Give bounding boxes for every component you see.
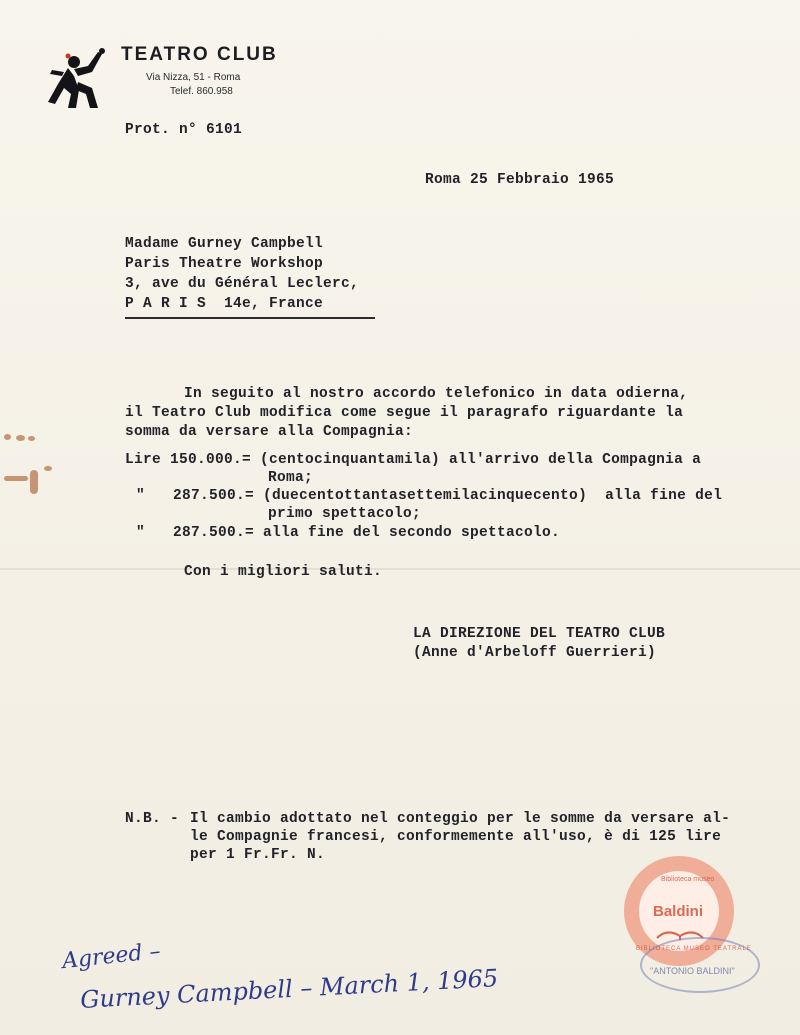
note-label: N.B. - [125,811,180,827]
paper-stain [30,470,38,494]
recipient-name: Madame Gurney Campbell [125,236,324,252]
payment-item-2: 287.500.= (duecentottantasettemilacinquecento) alla fine del [173,488,723,504]
stamp-oval [640,937,760,993]
letter-date: Roma 25 Febbraio 1965 [425,172,615,188]
payment-item-1: Lire 150.000.= (centocinquantamila) all'arrivo della Compagnia a [125,452,702,468]
recipient-underline [125,317,375,319]
letterhead-name: TEATRO CLUB [121,44,278,65]
paper-stain [28,436,35,441]
paper-stain [44,466,52,471]
signature-name: (Anne d'Arbeloff Guerrieri) [413,645,657,661]
stamp-oval-text: "ANTONIO BALDINI" [650,966,735,976]
stamp-ring-text: BIBLIOTECA MUSEO TEATRALE [636,946,752,952]
payment-item-1-cont: Roma; [268,470,314,486]
recipient-company: Paris Theatre Workshop [125,256,324,272]
payment-item-2-cont: primo spettacolo; [268,506,422,522]
recipient-city: P A R I S 14e, France [125,296,324,312]
payment-item-3: 287.500.= alla fine del secondo spettacolo. [173,525,561,541]
closing-greeting: Con i migliori saluti. [184,564,383,580]
letterhead-address: Via Nizza, 51 - Roma [146,72,241,83]
signature-title: LA DIREZIONE DEL TEATRO CLUB [413,626,666,642]
ditto-mark: " [136,525,146,541]
paper-stain [4,434,11,440]
note-line: le Compagnie francesi, conformemente all'uso, è di 125 lire [190,829,722,845]
stamp-name: Baldini [653,903,704,920]
handwritten-signature: Gurney Campbell – March 1, 1965 [79,964,499,1014]
paper-fold [0,568,800,570]
note-line: Il cambio adottato nel conteggio per le somme da versare al- [190,811,731,827]
recipient-street: 3, ave du Général Leclerc, [125,276,360,292]
body-paragraph-line: somma da versare alla Compagnia: [125,424,414,440]
note-line: per 1 Fr.Fr. N. [190,847,326,863]
body-paragraph-line: il Teatro Club modifica come segue il paragrafo riguardante la [125,405,684,421]
body-paragraph-line: In seguito al nostro accordo telefonico in data odierna, [184,386,689,402]
handwritten-agreed: Agreed – [60,938,162,975]
paper-stain [4,476,28,481]
letterhead-phone: Telef. 860.958 [170,86,233,97]
dancer-logo-icon [38,42,110,114]
stamp-top-text: Biblioteca museo [661,876,715,883]
ditto-mark: " [136,488,146,504]
protocol-number: Prot. n° 6101 [125,122,243,138]
paper-stain [16,435,25,441]
